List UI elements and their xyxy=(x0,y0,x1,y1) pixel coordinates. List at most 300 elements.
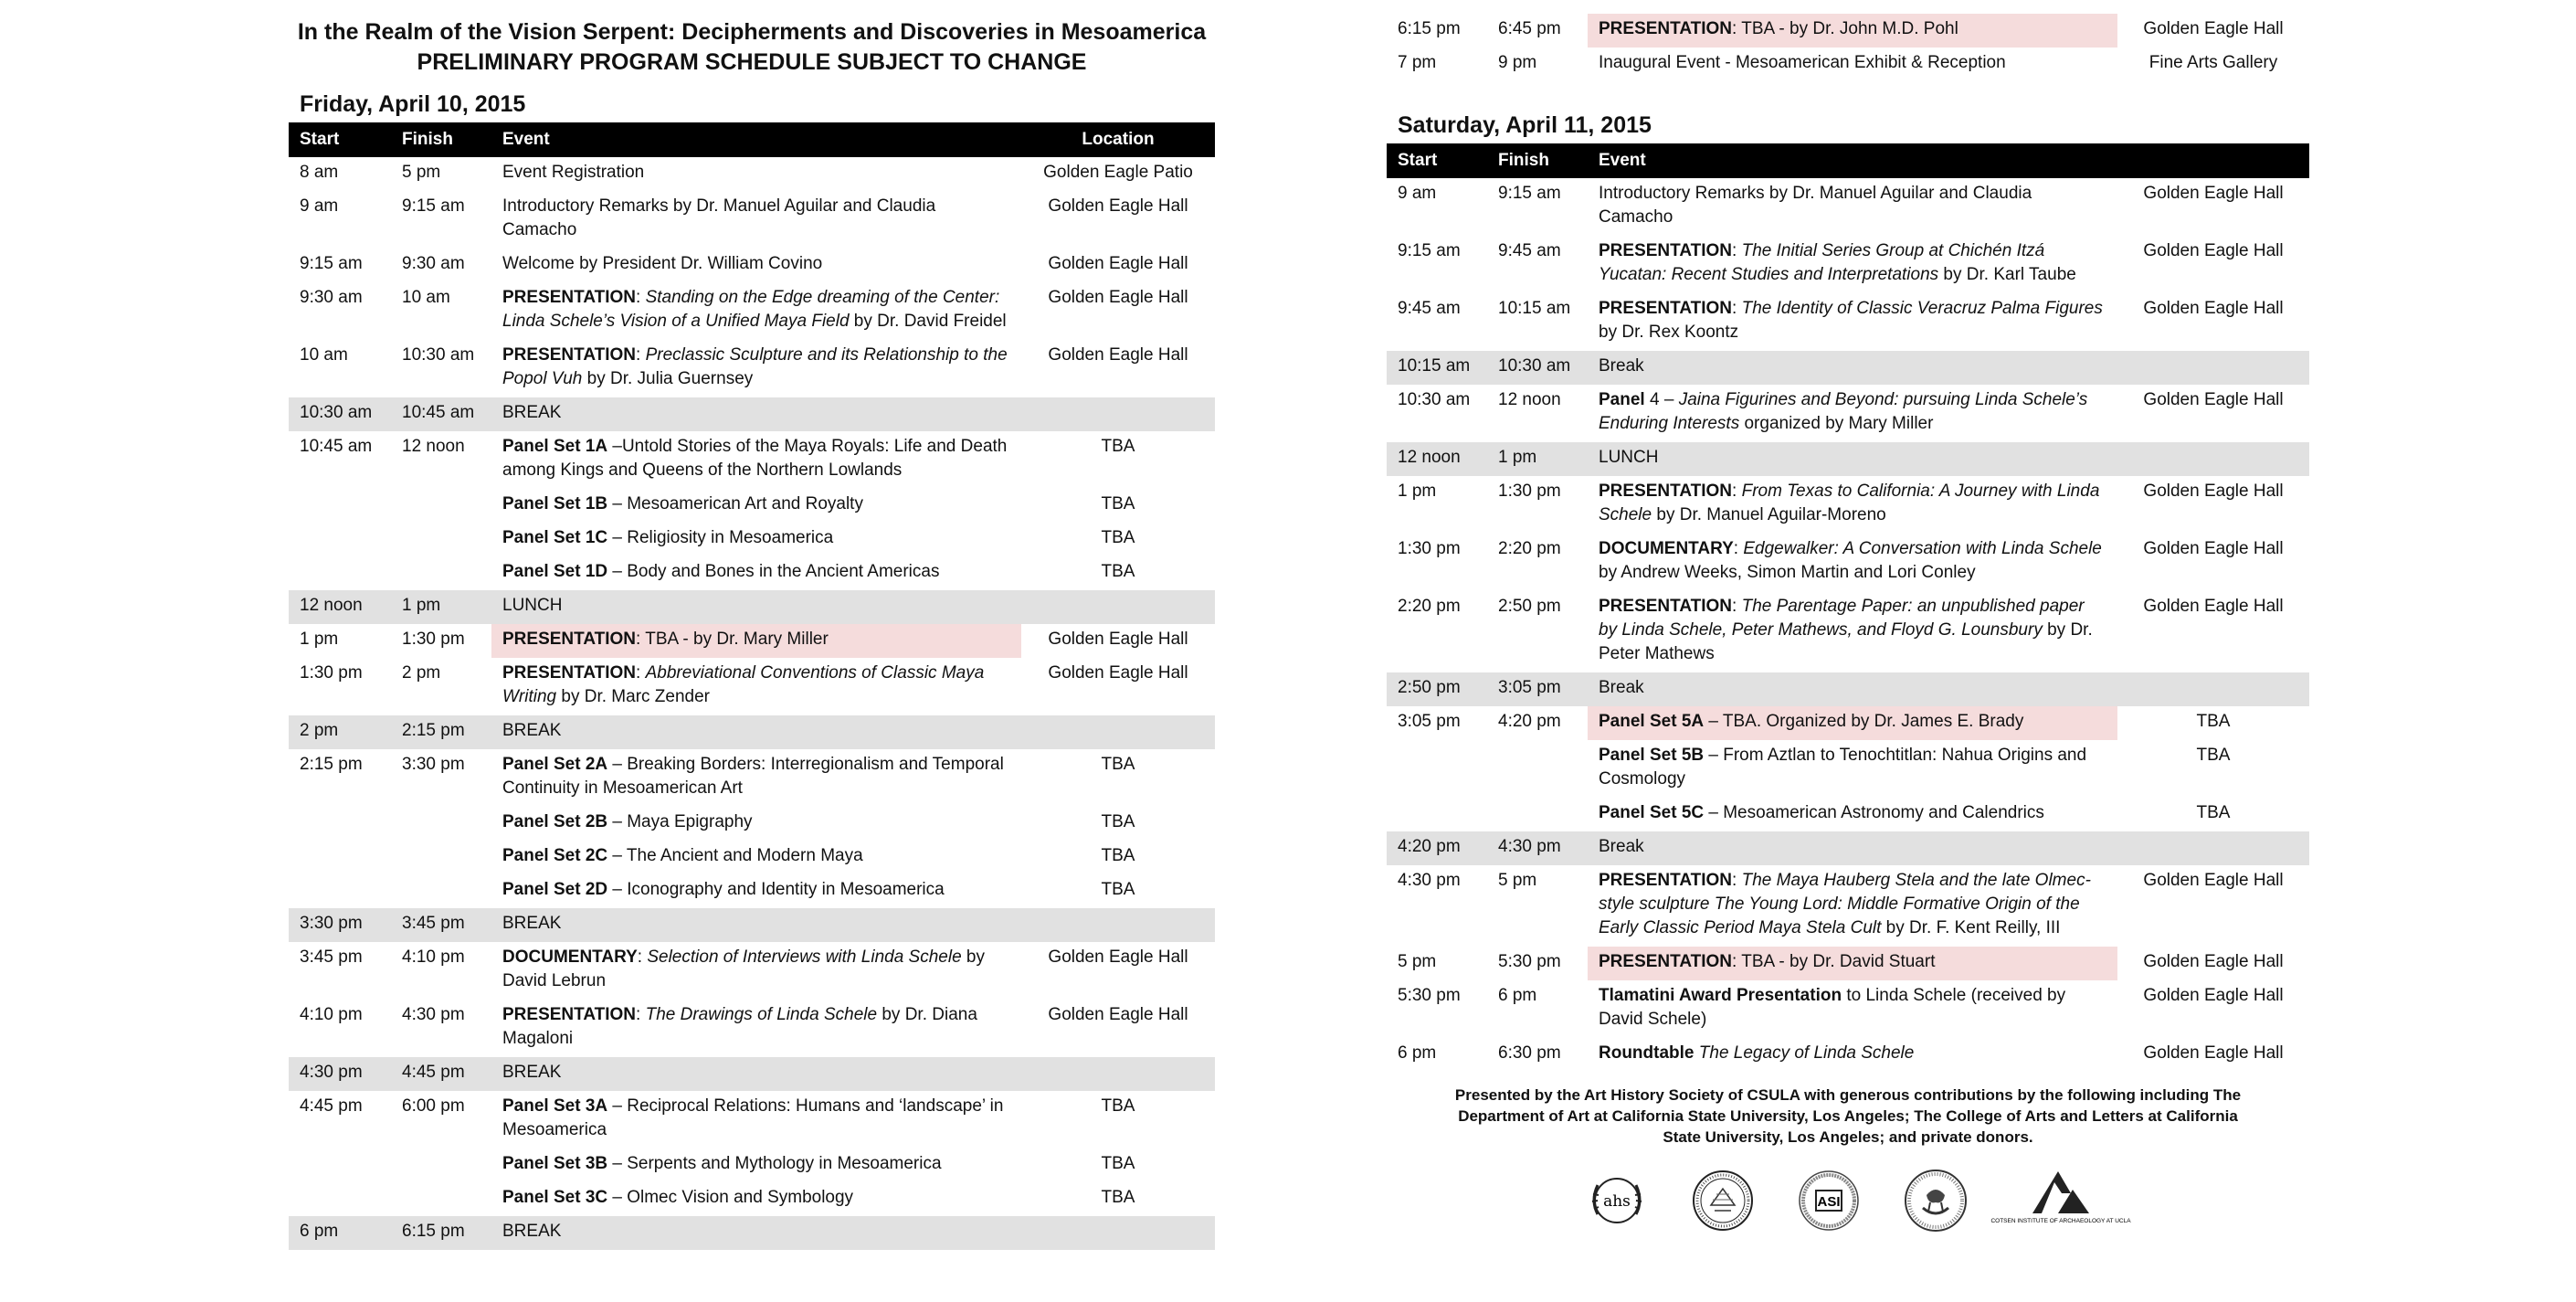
location-cell xyxy=(1021,590,1215,624)
start-time-cell: 12 noon xyxy=(1387,442,1487,476)
start-time-cell: 8 am xyxy=(300,163,339,182)
location-cell: Golden Eagle Hall xyxy=(2143,1043,2284,1063)
table-row xyxy=(1387,236,2309,293)
event-label: PRESENTATION xyxy=(1599,952,1733,971)
event-text: – Olmec Vision and Symbology xyxy=(607,1188,854,1207)
location-cell: TBA xyxy=(1101,755,1135,774)
event-cell xyxy=(491,874,1021,908)
table-row xyxy=(1387,740,2309,798)
start-time-cell: 4:20 pm xyxy=(1387,831,1487,865)
event-text: Break xyxy=(1599,837,1644,856)
table-row xyxy=(289,807,1215,841)
event-text: Inaugural Event - Mesoamerican Exhibit & Reception xyxy=(1599,53,2006,72)
location-cell xyxy=(2117,442,2309,476)
break-row xyxy=(1387,351,2309,385)
event-cell xyxy=(1588,385,2117,442)
event-cell xyxy=(1588,980,2117,1038)
event-text: : TBA - by Dr. Mary Miller xyxy=(636,630,829,649)
event-cell xyxy=(491,340,1021,397)
event-title: The Drawings of Linda Schele xyxy=(645,1005,878,1024)
finish-time-cell: 6:00 pm xyxy=(402,1096,465,1116)
cotsen-institute-logo xyxy=(1990,1166,2131,1235)
event-cell xyxy=(1588,293,2117,351)
event-cell xyxy=(1588,706,2117,740)
table-row xyxy=(1387,476,2309,534)
start-time-cell: 3:30 pm xyxy=(289,908,391,942)
break-row xyxy=(1387,831,2309,865)
event-label: DOCUMENTARY xyxy=(502,947,638,967)
event-text: by Dr. F. Kent Reilly, III xyxy=(1881,918,2061,937)
finish-time-cell: 2:20 pm xyxy=(1498,539,1561,558)
event-cell xyxy=(491,1000,1021,1057)
table-row xyxy=(1387,534,2309,591)
finish-time-cell: 4:30 pm xyxy=(1487,831,1588,865)
start-time-cell: 6:15 pm xyxy=(1398,19,1461,38)
event-cell xyxy=(1588,442,2117,476)
finish-time-cell: 10:30 am xyxy=(1487,351,1588,385)
event-text: 4 – xyxy=(1644,390,1679,409)
location-cell: Golden Eagle Hall xyxy=(2143,19,2284,38)
location-cell: TBA xyxy=(1101,812,1135,831)
event-title: The Parentage Paper: an unpublished paper by Linda Schele, Peter Mathews, and Floyd G. Lounsbury xyxy=(1599,597,2085,640)
event-text: Break xyxy=(1599,678,1644,697)
finish-time-cell: 9:15 am xyxy=(1498,184,1561,203)
event-title: Abbreviational Conventions of Classic Maya Writing xyxy=(502,663,985,706)
location-cell: Golden Eagle Hall xyxy=(2143,184,2284,203)
event-cell xyxy=(1588,14,2117,48)
finish-time-cell xyxy=(391,1149,491,1182)
asi-logo xyxy=(1797,1169,1861,1233)
start-time-cell: 5:30 pm xyxy=(1398,986,1461,1005)
start-header: Start xyxy=(1387,143,1487,178)
location-cell: Golden Eagle Hall xyxy=(2143,539,2284,558)
start-time-cell: 10 am xyxy=(300,345,348,365)
start-time-cell: 2:15 pm xyxy=(300,755,363,774)
location-cell: Golden Eagle Hall xyxy=(2143,482,2284,501)
finish-time-cell: 4:10 pm xyxy=(402,947,465,967)
friday-rows xyxy=(289,157,1215,1250)
event-text: by Dr. Manuel Aguilar-Moreno xyxy=(1652,505,1886,524)
finish-time-cell: 10:30 am xyxy=(402,345,475,365)
event-text: : xyxy=(1732,241,1742,260)
friday-date-heading: Friday, April 10, 2015 xyxy=(300,91,526,117)
event-cell xyxy=(491,249,1021,282)
table-row xyxy=(1387,293,2309,351)
event-label: Panel Set 2A xyxy=(502,755,608,774)
location-cell: TBA xyxy=(1101,437,1135,456)
location-cell: Golden Eagle Hall xyxy=(2143,986,2284,1005)
event-title: The Identity of Classic Veracruz Palma Figures xyxy=(1741,299,2103,318)
event-cell xyxy=(491,1182,1021,1216)
event-text: LUNCH xyxy=(502,596,563,615)
svg-text:ahs: ahs xyxy=(1603,1192,1631,1211)
event-label: Panel Set 2B xyxy=(502,812,608,831)
event-title: The Initial Series Group at Chichén Itzá Yucatan: Recent Studies and Interpretations xyxy=(1599,241,2045,284)
location-cell: Golden Eagle Hall xyxy=(2143,390,2284,409)
start-time-cell xyxy=(289,556,391,590)
table-row xyxy=(289,942,1215,1000)
event-text: BREAK xyxy=(502,914,562,933)
start-time-cell: 9:30 am xyxy=(300,288,363,307)
table-row xyxy=(1387,48,2309,81)
event-text: organized by Mary Miller xyxy=(1739,414,1934,433)
start-time-cell: 3:45 pm xyxy=(300,947,363,967)
event-title: Selection of Interviews with Linda Schele xyxy=(647,947,962,967)
event-cell xyxy=(491,397,1021,431)
sponsor-footer: Presented by the Art History Society of CSULA with generous contributions by the following including The Department of Art at California State University, Los Angeles; The College of Arts and Letters at California State University, Los Angeles; and private donors. xyxy=(1454,1086,2242,1146)
table-row xyxy=(1387,385,2309,442)
event-text: by Andrew Weeks, Simon Martin and Lori Conley xyxy=(1599,563,1976,582)
saturday-schedule-table xyxy=(1387,143,2309,1072)
event-text: BREAK xyxy=(502,403,562,422)
event-cell xyxy=(1588,1038,2117,1072)
finish-time-cell: 3:45 pm xyxy=(391,908,491,942)
finish-time-cell: 9:15 am xyxy=(402,196,465,216)
event-label: Panel Set 3B xyxy=(502,1154,608,1173)
saturday-date-heading: Saturday, April 11, 2015 xyxy=(1398,112,1652,138)
finish-time-cell: 9 pm xyxy=(1498,53,1537,72)
location-cell xyxy=(1021,397,1215,431)
friday-evening-table xyxy=(1387,14,2309,81)
event-text: LUNCH xyxy=(1599,448,1659,467)
event-cell xyxy=(491,282,1021,340)
start-time-cell: 6 pm xyxy=(1398,1043,1437,1063)
event-text: – Mesoamerican Art and Royalty xyxy=(607,494,863,513)
event-text: by David Lebrun xyxy=(502,947,986,990)
finish-time-cell: 10:15 am xyxy=(1498,299,1571,318)
event-text: – Iconography and Identity in Mesoamerica xyxy=(607,880,945,899)
event-text: Introductory Remarks by Dr. Manuel Aguilar and Claudia Camacho xyxy=(1599,184,2032,227)
event-text: by Dr. Julia Guernsey xyxy=(582,369,754,388)
event-cell xyxy=(491,624,1021,658)
location-cell: Golden Eagle Hall xyxy=(2143,871,2284,890)
start-time-cell: 9:15 am xyxy=(300,254,363,273)
table-row xyxy=(1387,706,2309,740)
finish-time-cell: 12 noon xyxy=(402,437,465,456)
event-text: : xyxy=(1732,482,1742,501)
location-cell: TBA xyxy=(1101,1096,1135,1116)
start-time-cell: 1:30 pm xyxy=(300,663,363,683)
event-label: PRESENTATION xyxy=(1599,871,1733,890)
start-time-cell: 9 am xyxy=(1398,184,1437,203)
event-text: Introductory Remarks by Dr. Manuel Aguilar and Claudia Camacho xyxy=(502,196,936,239)
finish-time-cell: 6:30 pm xyxy=(1498,1043,1561,1063)
event-cell xyxy=(491,841,1021,874)
table-row xyxy=(1387,947,2309,980)
event-text: – Body and Bones in the Ancient Americas xyxy=(607,562,940,581)
event-cell xyxy=(1588,947,2117,980)
friday-page xyxy=(289,0,1215,1250)
event-cell xyxy=(491,1057,1021,1091)
location-cell: Golden Eagle Hall xyxy=(1048,196,1188,216)
finish-time-cell: 4:30 pm xyxy=(402,1005,465,1024)
event-label: PRESENTATION xyxy=(1599,299,1733,318)
event-label: Panel xyxy=(1599,390,1645,409)
location-cell: Golden Eagle Hall xyxy=(1048,345,1188,365)
table-row xyxy=(289,249,1215,282)
finish-time-cell: 3:30 pm xyxy=(402,755,465,774)
break-row xyxy=(289,715,1215,749)
event-text: – Religiosity in Mesoamerica xyxy=(607,528,834,547)
start-time-cell xyxy=(1387,798,1487,831)
event-label: PRESENTATION xyxy=(1599,19,1733,38)
event-label: PRESENTATION xyxy=(502,630,637,649)
event-text: : xyxy=(1733,539,1744,558)
finish-time-cell: 1:30 pm xyxy=(402,630,465,649)
location-cell xyxy=(2117,831,2309,865)
finish-time-cell xyxy=(391,841,491,874)
event-cell xyxy=(491,157,1021,191)
finish-time-cell: 6:45 pm xyxy=(1498,19,1561,38)
location-cell xyxy=(1021,908,1215,942)
table-row xyxy=(289,658,1215,715)
location-cell: TBA xyxy=(1101,1154,1135,1173)
event-text: Break xyxy=(1599,356,1644,376)
location-cell: TBA xyxy=(2196,712,2231,731)
table-row xyxy=(289,841,1215,874)
event-text: : xyxy=(636,288,646,307)
finish-time-cell: 1 pm xyxy=(1487,442,1588,476)
break-row xyxy=(289,908,1215,942)
event-cell xyxy=(491,489,1021,523)
table-header xyxy=(289,122,1215,157)
finish-time-cell: 4:20 pm xyxy=(1498,712,1561,731)
event-text: to Linda Schele (received by David Schele) xyxy=(1599,986,2066,1029)
finish-time-cell xyxy=(391,1182,491,1216)
event-text: by Dr. Marc Zender xyxy=(556,687,711,706)
event-text: by Dr. Karl Taube xyxy=(1938,265,2076,284)
event-label: Panel Set 3A xyxy=(502,1096,608,1116)
svg-text:COTSEN INSTITUTE OF ARCHAEOLOG: COTSEN INSTITUTE OF ARCHAEOLOGY AT UCLA xyxy=(1990,1218,2131,1224)
finish-time-cell: 10 am xyxy=(402,288,450,307)
start-time-cell: 2:20 pm xyxy=(1398,597,1461,616)
event-cell xyxy=(491,431,1021,489)
location-cell: Golden Eagle Hall xyxy=(1048,947,1188,967)
finish-time-cell: 4:45 pm xyxy=(391,1057,491,1091)
svg-text:ASI: ASI xyxy=(1817,1194,1841,1210)
table-row xyxy=(289,431,1215,489)
event-label: PRESENTATION xyxy=(1599,597,1733,616)
finish-time-cell: 5 pm xyxy=(402,163,441,182)
table-row xyxy=(289,489,1215,523)
event-cell xyxy=(491,1091,1021,1149)
location-cell: Golden Eagle Hall xyxy=(1048,1005,1188,1024)
table-row xyxy=(289,523,1215,556)
finish-time-cell xyxy=(391,523,491,556)
finish-time-cell xyxy=(391,556,491,590)
location-cell: Golden Eagle Patio xyxy=(1043,163,1193,182)
location-cell: Golden Eagle Hall xyxy=(2143,952,2284,971)
finish-time-cell: 2:50 pm xyxy=(1498,597,1561,616)
break-row xyxy=(289,1216,1215,1250)
finish-time-cell: 2 pm xyxy=(402,663,441,683)
table-row xyxy=(289,1182,1215,1216)
start-time-cell xyxy=(289,841,391,874)
saturday-rows xyxy=(1387,178,2309,1072)
location-cell: Golden Eagle Hall xyxy=(1048,663,1188,683)
event-text: – Reciprocal Relations: Humans and ‘landscape’ in Mesoamerica xyxy=(502,1096,1004,1139)
start-time-cell: 4:30 pm xyxy=(1398,871,1461,890)
event-text: BREAK xyxy=(502,721,562,740)
finish-time-cell: 1 pm xyxy=(391,590,491,624)
event-cell xyxy=(1588,178,2117,236)
event-label: Panel Set 2C xyxy=(502,846,608,865)
event-text: by Dr. Diana Magaloni xyxy=(502,1005,977,1048)
event-label: PRESENTATION xyxy=(1599,482,1733,501)
finish-time-cell xyxy=(391,874,491,908)
start-time-cell: 6 pm xyxy=(289,1216,391,1250)
table-row xyxy=(1387,980,2309,1038)
location-cell: TBA xyxy=(1101,880,1135,899)
start-header: Start xyxy=(289,122,391,157)
event-text: : xyxy=(636,345,646,365)
event-text: : TBA - by Dr. John M.D. Pohl xyxy=(1732,19,1958,38)
sponsor-logos xyxy=(1387,1166,2309,1235)
event-cell xyxy=(491,523,1021,556)
event-text: : xyxy=(636,663,646,683)
start-time-cell xyxy=(289,807,391,841)
start-time-cell: 12 noon xyxy=(289,590,391,624)
table-row xyxy=(289,624,1215,658)
start-time-cell: 10:30 am xyxy=(1398,390,1471,409)
event-cell xyxy=(1588,865,2117,947)
table-row xyxy=(289,157,1215,191)
event-text: Welcome by President Dr. William Covino xyxy=(502,254,823,273)
start-time-cell: 2:50 pm xyxy=(1387,672,1487,706)
start-time-cell: 4:45 pm xyxy=(300,1096,363,1116)
csula-seal-logo xyxy=(1691,1169,1755,1233)
start-time-cell xyxy=(289,874,391,908)
location-cell: TBA xyxy=(1101,846,1135,865)
event-label: Roundtable xyxy=(1599,1043,1694,1063)
table-row xyxy=(289,1000,1215,1057)
location-cell xyxy=(2117,351,2309,385)
event-cell xyxy=(491,1216,1021,1250)
event-text: –Untold Stories of the Maya Royals: Life and Death among Kings and Queens of the Northern Lowlands xyxy=(502,437,1008,480)
finish-time-cell: 6 pm xyxy=(1498,986,1537,1005)
location-cell xyxy=(1021,715,1215,749)
start-time-cell: 9:45 am xyxy=(1398,299,1461,318)
event-text: : TBA - by Dr. David Stuart xyxy=(1732,952,1936,971)
finish-time-cell: 9:45 am xyxy=(1498,241,1561,260)
finish-time-cell xyxy=(1487,798,1588,831)
event-cell xyxy=(491,658,1021,715)
event-cell xyxy=(1588,591,2117,672)
table-row xyxy=(1387,798,2309,831)
event-cell xyxy=(491,191,1021,249)
start-time-cell: 10:30 am xyxy=(289,397,391,431)
table-row xyxy=(289,874,1215,908)
finish-time-cell: 5:30 pm xyxy=(1498,952,1561,971)
event-cell xyxy=(1588,476,2117,534)
finish-time-cell xyxy=(391,807,491,841)
event-title: The Legacy of Linda Schele xyxy=(1698,1043,1915,1063)
event-label: Panel Set 1D xyxy=(502,562,608,581)
event-cell xyxy=(491,908,1021,942)
finish-time-cell: 3:05 pm xyxy=(1487,672,1588,706)
location-cell: Golden Eagle Hall xyxy=(1048,630,1188,649)
table-row xyxy=(1387,178,2309,236)
event-cell xyxy=(491,1149,1021,1182)
event-cell xyxy=(491,590,1021,624)
table-row xyxy=(289,340,1215,397)
event-label: Tlamatini Award Presentation xyxy=(1599,986,1842,1005)
location-header xyxy=(2117,143,2309,178)
start-time-cell: 9 am xyxy=(300,196,339,216)
table-row xyxy=(1387,865,2309,947)
event-text: BREAK xyxy=(502,1222,562,1241)
start-time-cell: 4:30 pm xyxy=(289,1057,391,1091)
event-text: – Maya Epigraphy xyxy=(607,812,753,831)
start-time-cell: 5 pm xyxy=(1398,952,1437,971)
location-cell: Fine Arts Gallery xyxy=(2148,53,2278,72)
break-row xyxy=(289,397,1215,431)
event-cell xyxy=(1588,48,2117,81)
location-cell: TBA xyxy=(2196,746,2231,765)
location-cell: TBA xyxy=(1101,528,1135,547)
event-text: Event Registration xyxy=(502,163,645,182)
start-time-cell: 7 pm xyxy=(1398,53,1437,72)
event-label: PRESENTATION xyxy=(502,663,637,683)
start-time-cell: 10:45 am xyxy=(300,437,373,456)
event-cell xyxy=(1588,351,2117,385)
start-time-cell xyxy=(1387,740,1487,798)
break-row xyxy=(289,1057,1215,1091)
event-label: PRESENTATION xyxy=(502,288,637,307)
event-header: Event xyxy=(491,122,1021,157)
finish-time-cell: 12 noon xyxy=(1498,390,1561,409)
location-cell xyxy=(1021,1216,1215,1250)
break-row xyxy=(1387,672,2309,706)
mexico-seal-logo xyxy=(1903,1168,1969,1233)
event-label: Panel Set 3C xyxy=(502,1188,608,1207)
event-text: by Dr. David Freidel xyxy=(849,312,1007,331)
program-title: In the Realm of the Vision Serpent: Decipherments and Discoveries in Mesoamerica xyxy=(297,19,1207,45)
event-text: : xyxy=(1732,871,1742,890)
break-row xyxy=(289,590,1215,624)
start-time-cell: 3:05 pm xyxy=(1398,712,1461,731)
table-header xyxy=(1387,143,2309,178)
event-cell xyxy=(491,807,1021,841)
start-time-cell: 4:10 pm xyxy=(300,1005,363,1024)
event-text: BREAK xyxy=(502,1063,562,1082)
start-time-cell xyxy=(289,523,391,556)
location-cell xyxy=(2117,672,2309,706)
location-cell: TBA xyxy=(2196,803,2231,822)
event-label: Panel Set 5B xyxy=(1599,746,1705,765)
event-title: Jaina Figurines and Beyond: pursuing Linda Schele’s Enduring Interests xyxy=(1599,390,2088,433)
event-cell xyxy=(491,749,1021,807)
table-row xyxy=(1387,591,2309,672)
location-cell: Golden Eagle Hall xyxy=(1048,288,1188,307)
location-cell: TBA xyxy=(1101,562,1135,581)
event-cell xyxy=(491,942,1021,1000)
event-label: PRESENTATION xyxy=(502,345,637,365)
table-row xyxy=(289,556,1215,590)
event-text: – From Aztlan to Tenochtitlan: Nahua Origins and Cosmology xyxy=(1599,746,2087,789)
table-row xyxy=(289,282,1215,340)
event-label: PRESENTATION xyxy=(502,1005,637,1024)
event-cell xyxy=(1588,672,2117,706)
table-row xyxy=(289,1149,1215,1182)
location-cell: Golden Eagle Hall xyxy=(2143,241,2284,260)
event-text: – Serpents and Mythology in Mesoamerica xyxy=(607,1154,942,1173)
location-header: Location xyxy=(1021,122,1215,157)
finish-header: Finish xyxy=(391,122,491,157)
event-text: by Dr. Rex Koontz xyxy=(1599,323,1739,342)
start-time-cell: 2 pm xyxy=(289,715,391,749)
event-title: Edgewalker: A Conversation with Linda Schele xyxy=(1743,539,2102,558)
